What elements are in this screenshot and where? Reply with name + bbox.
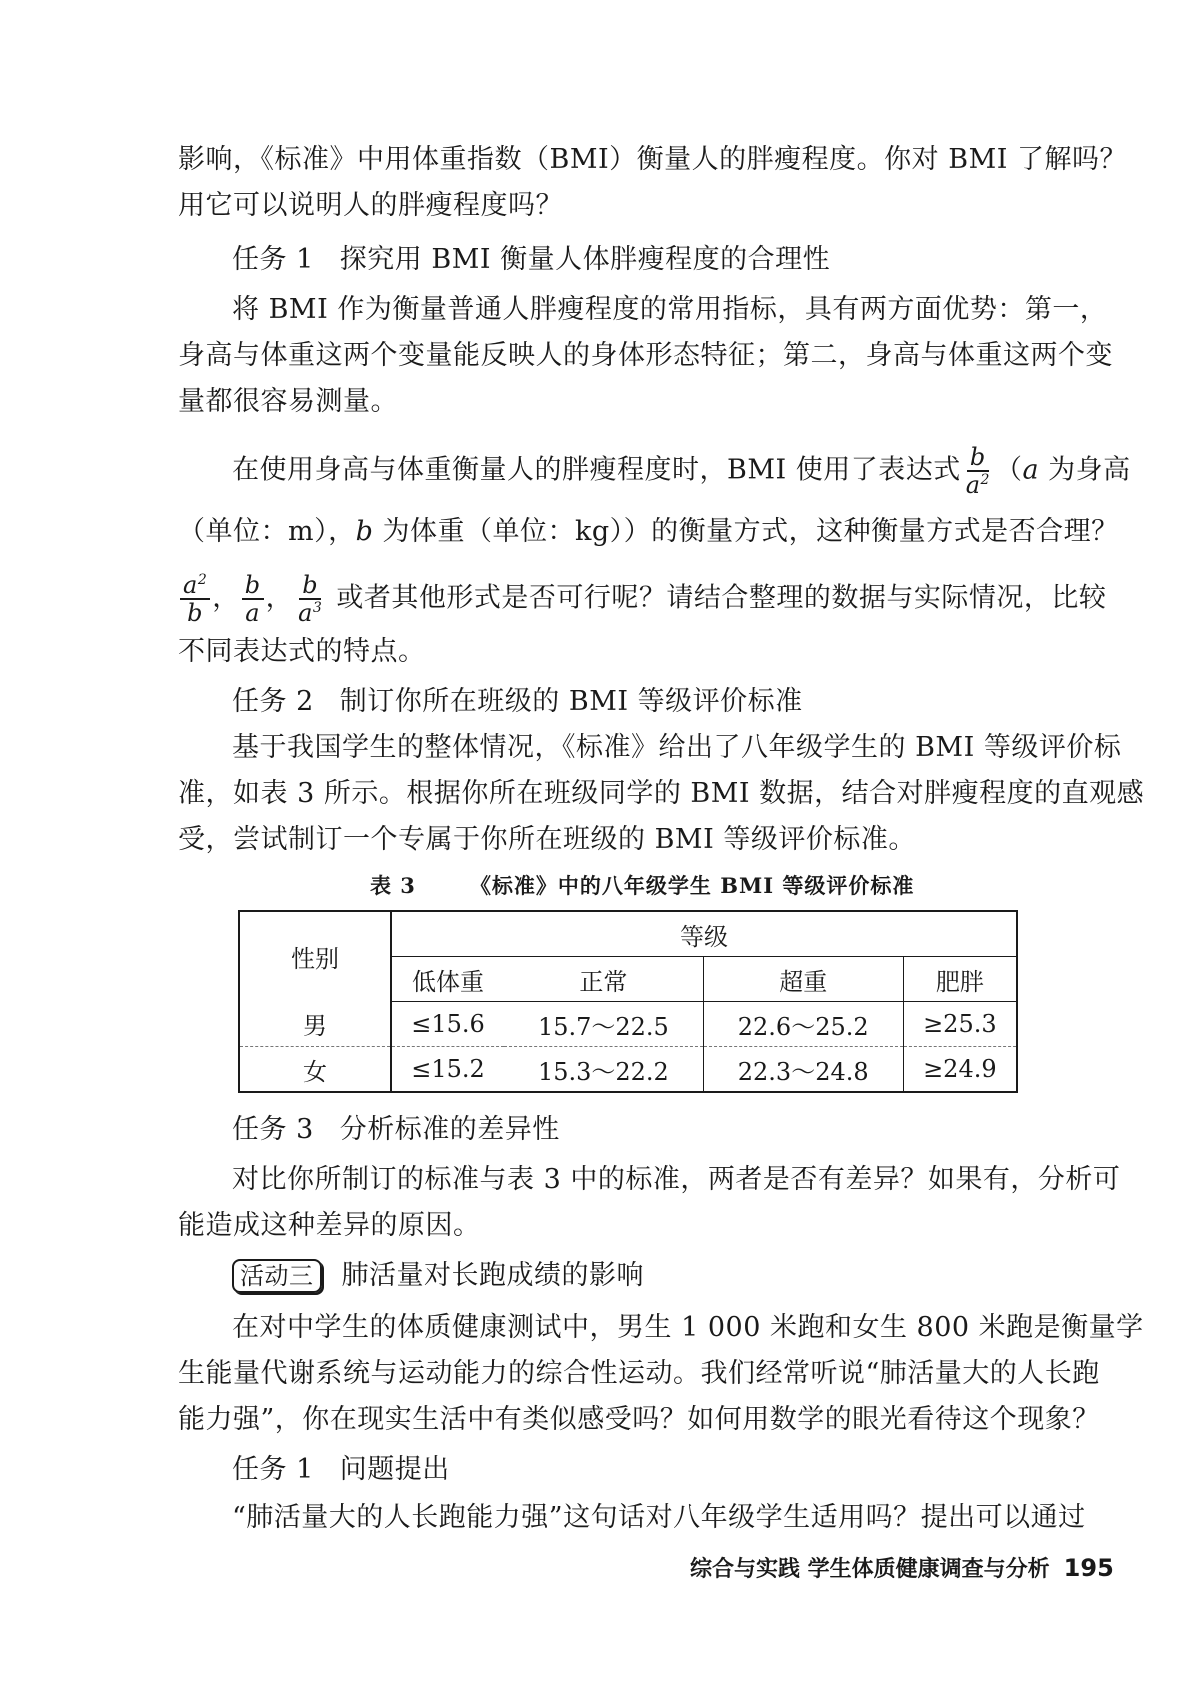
paragraph-6-line-1: 在对中学生的体质健康测试中，男生 1 000 米跑和女生 800 米跑是衡量学 [232,1312,1144,1343]
fraction-b-over-a2 [963,444,993,498]
task-1b-heading [232,1452,450,1488]
bmi-grade-table [238,910,1018,1093]
fraction-numerator [180,572,210,600]
table-caption [370,870,914,900]
row-sex: 女 [239,1047,391,1093]
table-cell: 15.3～22.2 [504,1047,703,1093]
fraction-denominator: b [187,599,204,627]
task-label: 任务 1 [232,244,314,275]
table-row [239,1047,1017,1093]
task-label: 任务 3 [232,1114,314,1145]
task-2-heading [232,684,803,720]
variable-b: b [355,516,374,547]
table-cell: ≤15.2 [411,1055,485,1083]
paragraph-1-line-1: 影响，《标准》中用体重指数（BMI）衡量人的胖瘦程度。你对 BMI 了解吗？ [178,144,1127,175]
column-header: 肥胖 [903,957,1017,1002]
fraction-numerator: b [242,572,264,600]
footer-section: 综合与实践 学生体质健康调查与分析 [690,1557,1050,1582]
paragraph-2-line-1: 将 BMI 作为衡量普通人胖瘦程度的常用指标，具有两方面优势：第一， [232,294,1108,325]
denominator-base: a [298,599,313,627]
paragraph-3-line-3 [178,572,1106,626]
task-label: 任务 2 [232,686,314,717]
text-span: 为身高 [1039,454,1131,486]
task-1-heading [232,242,830,278]
activity-3-heading [232,1258,644,1294]
fraction-denominator [295,600,325,626]
column-header: 低体重 [391,957,504,1002]
task-label: 任务 1 [232,1454,314,1485]
fraction-a2-over-b [180,572,210,626]
numerator-base: a [183,571,198,599]
sex-header: 性别 [239,911,391,1002]
paragraph-2-line-2: 身高与体重这两个变量能反映人的身体形态特征；第二，身高与体重这两个变 [178,340,1113,371]
fraction-b-over-a [242,572,264,626]
fraction-b-over-a3 [295,572,325,626]
paragraph-3-line-1 [232,444,1131,498]
paragraph-2-line-3: 量都很容易测量。 [178,386,398,417]
task-title: 探究用 BMI 衡量人体胖瘦程度的合理性 [339,244,831,275]
paragraph-5-line-2: 能造成这种差异的原因。 [178,1210,481,1241]
paragraph-6-line-3: 能力强”，你在现实生活中有类似感受吗？如何用数学的眼光看待这个现象？ [178,1404,1100,1435]
denominator-exponent: 2 [980,472,990,488]
table-caption-title: 《标准》中的八年级学生 BMI 等级评价标准 [469,873,915,898]
table-caption-label: 表 3 [370,873,416,898]
task-title: 制订你所在班级的 BMI 等级评价标准 [339,686,803,717]
column-header: 正常 [504,957,703,1002]
task-3-heading [232,1112,560,1148]
denominator-base: a [965,471,981,499]
table-cell: 15.7～22.5 [504,1002,703,1047]
paragraph-3-line-4: 不同表达式的特点。 [178,636,426,667]
table-cell: 22.3～24.8 [703,1047,903,1093]
task-title: 问题提出 [339,1454,450,1485]
fraction-numerator: b [967,444,989,472]
fraction-denominator: a [245,599,261,627]
grade-header: 等级 [391,911,1017,957]
table-cell: ≤15.6 [391,1002,504,1047]
paragraph-1-line-2: 用它可以说明人的胖瘦程度吗？ [178,190,563,221]
table-cell: 22.6～25.2 [703,1002,903,1047]
paragraph-6-line-2: 生能量代谢系统与运动能力的综合性运动。我们经常听说“肺活量大的人长跑 [178,1358,1100,1389]
text-span: （单位：m）， [178,516,356,547]
fraction-numerator: b [299,572,321,600]
activity-title: 肺活量对长跑成绩的影响 [341,1260,644,1291]
numerator-exponent: 2 [197,572,208,588]
text-span: 或者其他形式是否可行呢？请结合整理的数据与实际情况，比较 [327,582,1107,614]
text-span: 为体重（单位：kg））的衡量方式，这种衡量方式是否合理？ [373,516,1119,547]
paragraph-3-line-2 [178,514,1119,550]
table-cell: ≥24.9 [923,1055,997,1083]
table-cell: ≥25.3 [903,1002,1017,1047]
paragraph-4-line-3: 受，尝试制订一个专属于你所在班级的 BMI 等级评价标准。 [178,824,916,855]
paragraph-4-line-1: 基于我国学生的整体情况，《标准》给出了八年级学生的 BMI 等级评价标 [232,732,1122,763]
page-footer [690,1552,1114,1583]
paragraph-5-line-1: 对比你所制订的标准与表 3 中的标准，两者是否有差异？如果有，分析可 [232,1164,1121,1195]
page-number: 195 [1063,1554,1114,1582]
task-title: 分析标准的差异性 [339,1114,560,1145]
text-span: （ [994,454,1023,486]
denominator-exponent: 3 [312,600,323,616]
variable-a: a [1022,454,1040,486]
fraction-denominator [963,472,993,498]
text-span: 在使用身高与体重衡量人的胖瘦程度时，BMI 使用了表达式 [232,454,961,486]
separator: ， [265,582,294,614]
column-header: 超重 [703,957,903,1002]
activity-badge: 活动三 [232,1259,322,1293]
paragraph-7-line-1: “肺活量大的人长跑能力强”这句话对八年级学生适用吗？提出可以通过 [232,1502,1086,1533]
row-sex: 男 [239,1002,391,1047]
paragraph-4-line-2: 准，如表 3 所示。根据你所在班级同学的 BMI 数据，结合对胖瘦程度的直观感 [178,778,1145,809]
table-row [239,1002,1017,1047]
separator: ， [212,582,240,614]
